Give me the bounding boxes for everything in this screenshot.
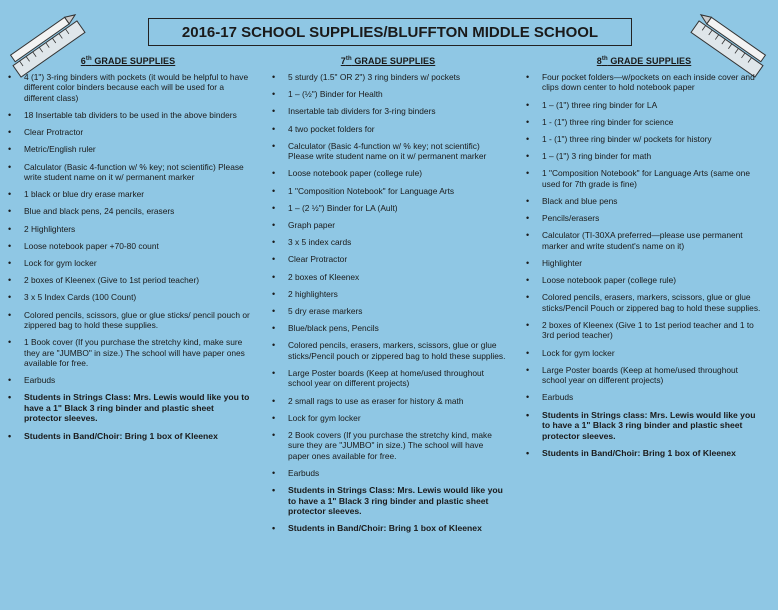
supply-item: • Clear Protractor xyxy=(6,127,250,137)
supply-item: • Pencils/erasers xyxy=(524,213,764,223)
supply-item: • Loose notebook paper (college rule) xyxy=(524,275,764,285)
supply-item: • Clear Protractor xyxy=(270,254,506,264)
supply-item: • 1 "Composition Notebook" for Language Arts xyxy=(270,186,506,196)
supply-item: • 2 boxes of Kleenex (Give to 1st period teacher) xyxy=(6,275,250,285)
supply-item: • Lock for gym locker xyxy=(270,413,506,423)
supply-item: • Large Poster boards (Keep at home/used throughout school year on different projects) xyxy=(270,368,506,389)
supply-item: • 1 black or blue dry erase marker xyxy=(6,189,250,199)
supply-item: • Students in Band/Choir: Bring 1 box of Kleenex xyxy=(524,448,764,458)
supply-item: • Loose notebook paper +70-80 count xyxy=(6,241,250,251)
supply-item: • 1 "Composition Notebook" for Language Arts (same one used for 7th grade is fine) xyxy=(524,168,764,189)
supply-item: • 2 Book covers (If you purchase the stretchy kind, make sure they are "JUMBO" in size.) The school will have paper ones available for free. xyxy=(270,430,506,461)
supply-item: • Colored pencils, scissors, glue or glue sticks/ pencil pouch or zippered bag to hold these supplies. xyxy=(6,310,250,331)
supply-item: • 2 boxes of Kleenex (Give 1 to 1st period teacher and 1 to 3rd period teacher) xyxy=(524,320,764,341)
supply-item: • 5 sturdy (1.5" OR 2") 3 ring binders w/ pockets xyxy=(270,72,506,82)
supply-item: • 5 dry erase markers xyxy=(270,306,506,316)
supply-item: • Lock for gym locker xyxy=(524,348,764,358)
column-heading: 6th GRADE SUPPLIES xyxy=(80,56,176,66)
supply-item: • Insertable tab dividers for 3-ring binders xyxy=(270,106,506,116)
supply-item: • 3 x 5 index cards xyxy=(270,237,506,247)
supply-item: • 3 x 5 Index Cards (100 Count) xyxy=(6,292,250,302)
supply-item: • Students in Strings Class: Mrs. Lewis would like you to have a 1" Black 3 ring binder and plastic sheet protector sleeves. xyxy=(270,485,506,516)
supply-item: • Black and blue pens xyxy=(524,196,764,206)
supply-item: • 4 two pocket folders for xyxy=(270,124,506,134)
supply-item: • 2 boxes of Kleenex xyxy=(270,272,506,282)
supply-list xyxy=(524,72,764,458)
column-heading: 8th GRADE SUPPLIES xyxy=(596,56,692,66)
column-8th-grade xyxy=(524,56,764,465)
supply-item: • Students in Strings Class: Mrs. Lewis would like you to have a 1" Black 3 ring binder and plastic sheet protector sleeves. xyxy=(6,392,250,423)
supply-item: • 18 Insertable tab dividers to be used in the above binders xyxy=(6,110,250,120)
supply-item: • Students in Band/Choir: Bring 1 box of Kleenex xyxy=(270,523,506,533)
supply-item: • 1 - (1") three ring binder for science xyxy=(524,117,764,127)
supply-item: • 1 – (1") 3 ring binder for math xyxy=(524,151,764,161)
supply-item: • Highlighter xyxy=(524,258,764,268)
supply-item: • 1 – (2 ½") Binder for LA (Ault) xyxy=(270,203,506,213)
column-6th-grade xyxy=(6,56,250,448)
supply-item: • Blue and black pens, 24 pencils, erasers xyxy=(6,206,250,216)
supply-item: • Students in Strings class: Mrs. Lewis would like you to have a 1" Black 3 ring binder and plastic sheet protector sleeves. xyxy=(524,410,764,441)
column-7th-grade xyxy=(270,56,506,541)
supply-item: • Loose notebook paper (college rule) xyxy=(270,168,506,178)
supply-item: • 4 (1") 3-ring binders with pockets (it would be helpful to have different color binders because each will be used for a different class) xyxy=(6,72,250,103)
supply-item: • 1 – (1") three ring binder for LA xyxy=(524,100,764,110)
supply-item: • 1 - (1") three ring binder w/ pockets for history xyxy=(524,134,764,144)
supply-item: • Calculator (Basic 4-function w/ % key; not scientific) Please write student name on it w/ permanent marker xyxy=(6,162,250,183)
column-heading: 7th GRADE SUPPLIES xyxy=(340,56,436,66)
supply-item: • 2 small rags to use as eraser for history & math xyxy=(270,396,506,406)
supply-item: • 2 Highlighters xyxy=(6,224,250,234)
page-title: 2016-17 SCHOOL SUPPLIES/BLUFFTON MIDDLE SCHOOL xyxy=(148,18,632,46)
supply-item: • Earbuds xyxy=(270,468,506,478)
supply-item: • Students in Band/Choir: Bring 1 box of Kleenex xyxy=(6,431,250,441)
supply-item: • Metric/English ruler xyxy=(6,144,250,154)
supply-item: • Earbuds xyxy=(6,375,250,385)
supply-item: • 2 highlighters xyxy=(270,289,506,299)
supply-list xyxy=(6,72,250,441)
supply-item: • Colored pencils, erasers, markers, scissors, glue or glue sticks/Pencil pouch or zippered bag to hold these supplies. xyxy=(270,340,506,361)
supply-item: • 1 – (½") Binder for Health xyxy=(270,89,506,99)
supply-item: • Colored pencils, erasers, markers, scissors, glue or glue sticks/Pencil Pouch or zippered bag to hold these supplies. xyxy=(524,292,764,313)
supply-item: • Graph paper xyxy=(270,220,506,230)
supply-item: • Lock for gym locker xyxy=(6,258,250,268)
supply-item: • Calculator (TI-30XA preferred—please use permanent marker and write student's name on it) xyxy=(524,230,764,251)
supply-item: • Four pocket folders—w/pockets on each inside cover and clips down center to hold notebook paper xyxy=(524,72,764,93)
supply-item: • Calculator (Basic 4-function w/ % key; not scientific) Please write student name on it w/ permanent marker xyxy=(270,141,506,162)
supply-item: • Blue/black pens, Pencils xyxy=(270,323,506,333)
supply-item: • Large Poster boards (Keep at home/used throughout school year on different projects) xyxy=(524,365,764,386)
supply-list xyxy=(270,72,506,534)
supply-item: • Earbuds xyxy=(524,392,764,402)
supply-item: • 1 Book cover (If you purchase the stretchy kind, make sure they are "JUMBO" in size.) The school will have paper ones available for free. xyxy=(6,337,250,368)
